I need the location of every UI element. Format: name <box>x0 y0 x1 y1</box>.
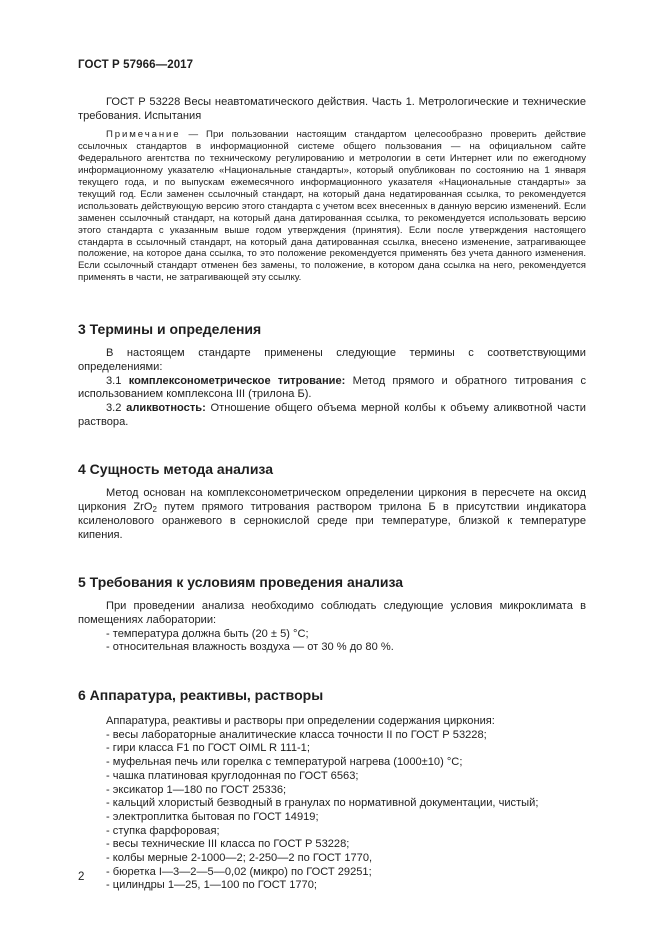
section-6-heading: 6 Аппаратура, реактивы, растворы <box>78 687 324 704</box>
section-3-intro: В настоящем стандарте применены следующие термины с соответствующими определениями: <box>78 347 586 373</box>
list-item: - весы технические III класса по ГОСТ Р 53228; <box>106 838 350 851</box>
list-item: - относительная влажность воздуха — от 30 % до 80 %. <box>106 641 394 654</box>
term-3-1-number: 3.1 <box>106 374 129 387</box>
list-item: - ступка фарфоровая; <box>106 824 220 837</box>
section-3-heading: 3 Термины и определения <box>78 321 262 338</box>
ref-gost-53228: ГОСТ Р 53228 Весы неавтоматического действия. Часть 1. Метрологические и технические требования. Испытания <box>78 96 586 122</box>
note-paragraph <box>78 129 586 284</box>
list-item: - бюретка I—3—2—5—0,02 (микро) по ГОСТ 29251; <box>106 865 372 878</box>
section-4-text-a: Метод основан на комплексонометрическом определении циркония в пересчете на оксид циркония ZrO <box>78 487 586 514</box>
list-item: - чашка платиновая круглодонная по ГОСТ 6563; <box>106 769 359 782</box>
section-4-heading: 4 Сущность метода анализа <box>78 461 273 478</box>
list-item: - температура должна быть (20 ± 5) °С; <box>106 627 309 640</box>
section-5-intro: При проведении анализа необходимо соблюдать следующие условия микроклимата в помещениях лаборатории: <box>78 600 586 626</box>
term-3-1 <box>78 375 586 402</box>
list-item: - гири класса F1 по ГОСТ OIML R 111-1; <box>106 742 310 755</box>
list-item: - муфельная печь или горелка с температурой нагрева (1000±10) °С; <box>106 756 463 769</box>
section-4-text-b: путем прямого титрования раствором трилона Б в присутствии индикатора ксиленолового оранжевого в сернокислой среде при температуре, близкой к температуре кипения. <box>78 501 586 541</box>
note-label: Примечание <box>106 129 181 141</box>
note-text: — При пользовании настоящим стандартом целесообразно проверить действие ссылочных стандартов в информационной системе общего пользования — на официальном сайте Федерального агентства по техническому регулированию и метрологии в сети Интернет или по ежегодному информационному указателю «Национальные стандарты», который опубликован по состоянию на 1 января текущего года, и по выпускам ежемесячного информационного указателя «Национальные стандарты» за текущий год. Если заменен ссылочный стандарт, на который дана недатированная ссылка, то рекомендуется использовать действующую версию этого стандарта с учетом всех внесенных в данную версию изменений. Если заменен ссылочный стандарт, на который дана датированная ссылка, то рекомендуется использовать версию этого стандарта с указанным выше годом утверждения (принятия). Если после утверждения настоящего стандарта в ссылочный стандарт, на который дана датированная ссылка, внесено изменение, затрагивающее положение, на которое дана ссылка, то это положение рекомендуется применять без учета данного изменения. Если ссылочный стандарт отменен без замены, то положение, в котором дана ссылка на него, рекомендуется применять в части, не затрагивающей эту ссылку. <box>78 129 586 284</box>
term-3-1-definition: Метод прямого и обратного титрования с использованием комплексона III (трилона Б). <box>78 374 586 401</box>
list-item: - цилиндры 1—25, 1—100 по ГОСТ 1770; <box>106 879 317 892</box>
document-header: ГОСТ Р 57966—2017 <box>78 59 194 71</box>
list-item: - колбы мерные 2-1000—2; 2-250—2 по ГОСТ 1770, <box>106 852 373 865</box>
term-3-2-definition: Отношение общего объема мерной колбы к объему аликвотной части раствора. <box>78 402 586 428</box>
list-item: - кальций хлористый безводный в гранулах по нормативной документации, чистый; <box>106 797 539 810</box>
section-4-text <box>78 487 586 542</box>
list-item: - весы лабораторные аналитические класса точности II по ГОСТ Р 53228; <box>106 728 487 741</box>
list-item: - эксикатор 1—180 по ГОСТ 25336; <box>106 783 287 796</box>
page-body <box>78 96 586 893</box>
term-3-1-term: комплексонометрическое титрование: <box>128 374 346 387</box>
section-5-heading: 5 Требования к условиям проведения анализа <box>78 574 404 591</box>
term-3-2 <box>78 402 586 429</box>
zro2-subscript: 2 <box>152 505 157 515</box>
term-3-2-term: аликвотность: <box>126 402 206 414</box>
list-item: - электроплитка бытовая по ГОСТ 14919; <box>106 810 319 823</box>
term-3-2-number: 3.2 <box>106 402 127 414</box>
page-number: 2 <box>78 871 85 883</box>
section-6-intro: Аппаратура, реактивы и растворы при определении содержания циркония: <box>106 715 495 728</box>
